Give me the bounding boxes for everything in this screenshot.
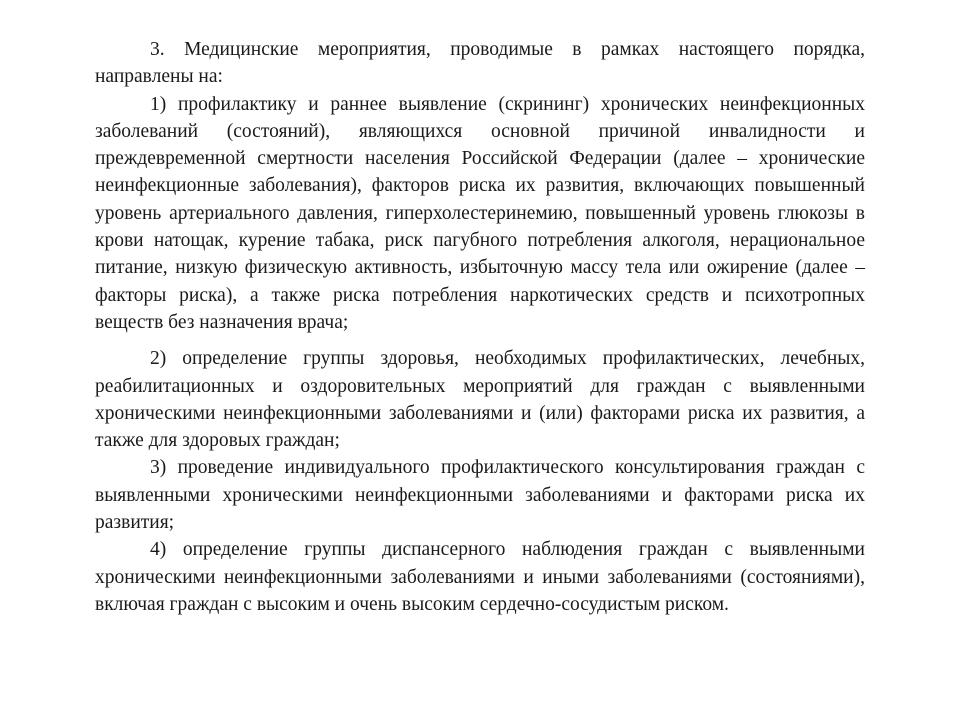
list-item-4: 4) определение группы диспансерного наблюдения граждан с выявленными хроническими неинфекционными заболеваниями и иными заболеваниями (состояниями), включая граждан с высоким и очень высоким сердечно-сосудистым риском. xyxy=(95,539,865,615)
list-item-3: 3) проведение индивидуального профилактического консультирования граждан с выявленными хроническими неинфекционными заболеваниями и факторами риска их развития; xyxy=(95,457,865,534)
list-item-2: 2) определение группы здоровья, необходимых профилактических, лечебных, реабилитационных и оздоровительных мероприятий для граждан с выявленными хроническими неинфекционными заболеваниями и (или) факторами риска их развития, а также для здоровых граждан; xyxy=(95,348,865,452)
document-page xyxy=(95,36,865,618)
list-item-1: 1) профилактику и раннее выявление (скрининг) хронических неинфекционных заболеваний (состояний), являющихся основной причиной инвалидности и преждевременной смертности населения Российской Федерации (далее – хронические неинфекционные заболевания), факторов риска их развития, включающих повышенный уровень артериального давления, гиперхолестеринемию, повышенный уровень глюкозы в крови натощак, курение табака, риск пагубного потребления алкоголя, нерациональное питание, низкую физическую активность, избыточную массу тела или ожирение (далее – факторы риска), а также риска потребления наркотических средств и психотропных веществ без назначения врача; xyxy=(95,93,865,333)
paragraph-intro: 3. Медицинские мероприятия, проводимые в рамках настоящего порядка, направлены на: xyxy=(95,39,865,88)
